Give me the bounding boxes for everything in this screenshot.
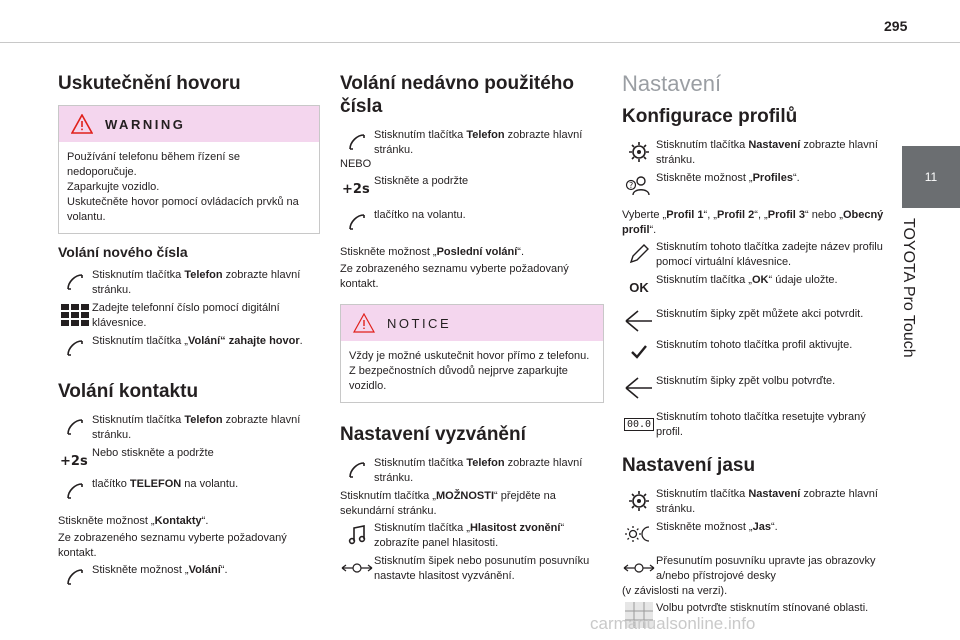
heading-new-number: Volání nového čísla (58, 244, 188, 260)
section-title-call: Uskutečnění hovoru (58, 73, 241, 94)
warning-line: Používání telefonu během řízení se nedoporučuje. (67, 151, 241, 178)
chapter-tab[interactable]: 11 (902, 146, 960, 208)
step-row (622, 374, 884, 402)
step-row (58, 563, 320, 591)
svg-text:?: ? (629, 181, 634, 190)
step-text: Stisknutím tohoto tlačítka profil aktivujte. (656, 339, 853, 351)
step-text: tlačítko na volantu. (374, 209, 466, 221)
section-title-profiles: Konfigurace profilů (622, 106, 798, 127)
paragraph-text: “. (517, 246, 525, 258)
warning-label: WARNING (105, 116, 186, 132)
step-text: Stiskněte možnost „ (656, 172, 753, 184)
step-text: Zadejte telefonní číslo pomocí digitální klávesnice. (92, 302, 280, 329)
step-text-bold: Nastavení (748, 139, 801, 151)
step-row (622, 410, 884, 440)
paragraph-text: “, „ (703, 209, 717, 221)
warning-line: Zaparkujte vozidlo. (67, 181, 160, 193)
step-row (58, 334, 320, 362)
warning-line: Uskutečněte hovor pomocí ovládacích prvků na volantu. (67, 196, 299, 223)
call-icon[interactable] (65, 567, 85, 587)
step-text: Stisknutím šipek nebo posunutím posuvníku nastavte hlasitost vyzvánění. (374, 555, 590, 582)
step-text: tlačítko (92, 478, 130, 490)
paragraph-text: “. (201, 515, 209, 527)
paragraph-text: (v závislosti na verzi). (622, 585, 728, 597)
step-text-bold: Nastavení (748, 488, 801, 500)
paragraph-text-bold: Profil 1 (666, 209, 704, 221)
step-row (340, 554, 604, 584)
step-row (622, 307, 884, 335)
step-row (58, 301, 320, 331)
step-text: Stisknutím šipky zpět volbu potvrďte. (656, 375, 836, 387)
page-number: 295 (884, 18, 908, 34)
step-text-bold: Telefon (184, 269, 223, 281)
phone-handset-icon[interactable] (347, 460, 367, 480)
step-text: zobrazte hlavní stránku. (656, 488, 878, 515)
keypad-icon[interactable] (61, 304, 89, 326)
step-text: Nebo stiskněte a podržte (92, 447, 214, 459)
step-text: Stisknutím tlačítka (374, 457, 467, 469)
step-text: Stiskněte možnost „ (656, 521, 753, 533)
paragraph-text-bold: Obecný profil (622, 209, 884, 236)
nebo-text: NEBO (340, 158, 372, 170)
step-text: “ zobrazíte panel hlasitosti. (374, 522, 565, 549)
step-text: Stiskněte a podržte (374, 175, 469, 187)
column-recent (340, 58, 604, 587)
notice-box (340, 304, 604, 403)
chapter-title-text: TOYOTA Pro Touch (900, 218, 917, 358)
step-row (622, 338, 884, 366)
step-row (622, 240, 884, 270)
gear-icon[interactable] (628, 490, 650, 512)
step-text: Stisknutím tlačítka „ (92, 335, 188, 347)
phone-handset-icon[interactable] (65, 417, 85, 437)
phone-handset-icon[interactable] (347, 212, 367, 232)
warning-icon (71, 114, 93, 134)
paragraph-text: Stiskněte možnost „ (58, 515, 155, 527)
step-text-bold: Hlasitost zvonění (469, 522, 561, 534)
slider-arrows-icon[interactable] (341, 559, 373, 577)
paragraph-text: Stiskněte možnost „ (340, 246, 437, 258)
chapter-title (900, 218, 934, 378)
hold-2s-icon[interactable] (342, 177, 372, 199)
step-row (622, 171, 884, 199)
paragraph-text: Vyberte „ (622, 209, 667, 221)
step-row (340, 208, 604, 236)
reset-icon[interactable]: 00.0 (624, 418, 654, 431)
step-text: zobrazte hlavní stránku. (374, 457, 583, 484)
paragraph-text: “, „ (754, 209, 768, 221)
step-row (622, 554, 884, 584)
step-text: Stisknutím tohoto tlačítka zadejte název profilu pomocí virtuální klávesnice. (656, 241, 883, 268)
hold-2s-icon[interactable] (60, 449, 90, 471)
profiles-icon[interactable] (625, 174, 653, 196)
watermark: carmanualsonline.info (590, 614, 756, 633)
section-settings: Nastavení (622, 71, 722, 96)
step-text: zobrazte hlavní stránku. (92, 414, 301, 441)
step-row (58, 446, 320, 474)
step-text: Stisknutím tlačítka (656, 139, 749, 151)
paragraph-text: Stisknutím tlačítka „ (340, 490, 436, 502)
paragraph-text: Ze zobrazeného seznamu vyberte požadovaný kontakt. (58, 532, 287, 559)
step-text-bold: Volání“ zahajte hovor (187, 335, 300, 347)
paragraph-text: “ přejděte na sekundární stránku. (340, 490, 556, 517)
step-row (58, 268, 320, 298)
paragraph-text: “ nebo „ (805, 209, 843, 221)
section-title-brightness: Nastavení jasu (622, 455, 756, 476)
music-note-icon[interactable] (345, 523, 369, 547)
step-text: “. (770, 521, 778, 533)
call-icon[interactable] (65, 338, 85, 358)
step-text: “ údaje uložte. (768, 274, 838, 286)
step-text: Stisknutím tlačítka „ (374, 522, 470, 534)
back-arrow-icon[interactable] (624, 375, 654, 401)
warning-box (58, 105, 320, 234)
step-row (340, 128, 604, 158)
step-text-bold: Telefon (184, 414, 223, 426)
step-text-bold: Volání (188, 564, 221, 576)
notice-label: NOTICE (387, 315, 452, 331)
paragraph-text-bold: Profil 2 (716, 209, 755, 221)
sun-moon-icon[interactable] (624, 523, 654, 545)
step-text-bold: Profiles (752, 172, 793, 184)
column-calling (58, 58, 320, 594)
paragraph-text-bold: Kontakty (154, 515, 202, 527)
step-text-bold: Telefon (466, 129, 505, 141)
step-text: Přesunutím posuvníku upravte jas obrazovky a/nebo přístrojové desky (656, 555, 876, 582)
step-text: zobrazte hlavní stránku. (374, 129, 583, 156)
checkmark-icon[interactable] (629, 343, 649, 361)
paragraph-text-bold: Profil 3 (767, 209, 806, 221)
step-row (58, 477, 320, 505)
step-row (622, 520, 884, 548)
step-text: “. (220, 564, 228, 576)
column-settings (622, 58, 884, 632)
section-title-recent: Volání nedávno použitého čísla (340, 73, 574, 117)
phone-handset-icon[interactable] (347, 132, 367, 152)
phone-handset-icon[interactable] (65, 481, 85, 501)
slider-arrows-icon[interactable] (623, 559, 655, 577)
phone-handset-icon[interactable] (65, 272, 85, 292)
step-row (622, 138, 884, 168)
step-text-bold: Jas (752, 521, 771, 533)
step-text: Stisknutím tohoto tlačítka resetujte vybraný profil. (656, 411, 866, 438)
step-text-bold: TELEFON (129, 478, 182, 490)
paragraph-text: “. (649, 224, 657, 236)
step-text-bold: OK (751, 274, 769, 286)
step-text: Stiskněte možnost „ (92, 564, 189, 576)
step-row (58, 413, 320, 443)
back-arrow-icon[interactable] (624, 308, 654, 334)
step-text: Volbu potvrďte stisknutím stínované oblasti. (656, 602, 869, 614)
step-text: Stisknutím tlačítka (374, 129, 467, 141)
svg-text:+2s: +2s (342, 182, 370, 197)
step-text: Stisknutím tlačítka (656, 488, 749, 500)
notice-text: Vždy je možné uskutečnit hovor přímo z telefonu. Z bezpečnostních důvodů nejprve zaparkujte vozidlo. (349, 350, 590, 392)
gear-icon[interactable] (628, 141, 650, 163)
paragraph-text-bold: MOŽNOSTI (435, 490, 495, 502)
step-text: Stisknutím tlačítka (92, 269, 185, 281)
notice-icon (353, 313, 375, 333)
step-text: “. (792, 172, 800, 184)
step-text: zobrazte hlavní stránku. (92, 269, 301, 296)
step-text-bold: Telefon (466, 457, 505, 469)
step-text: Stisknutím tlačítka (92, 414, 185, 426)
paragraph-text-bold: Poslední volání (436, 246, 518, 258)
section-title-ringtone: Nastavení vyzvánění (340, 424, 526, 445)
svg-text:+2s: +2s (60, 454, 88, 469)
step-row (622, 273, 884, 301)
step-text: . (299, 335, 303, 347)
ok-icon[interactable]: OK (629, 279, 649, 295)
step-text: na volantu. (181, 478, 239, 490)
step-row (340, 456, 604, 486)
step-row (340, 521, 604, 551)
section-title-contact: Volání kontaktu (58, 381, 199, 402)
step-text: Stisknutím tlačítka „ (656, 274, 752, 286)
step-text: Stisknutím šipky zpět můžete akci potvrdit. (656, 308, 864, 320)
paragraph-text: Ze zobrazeného seznamu vyberte požadovaný kontakt. (340, 263, 569, 290)
step-row (340, 174, 604, 202)
top-divider (0, 42, 960, 43)
step-text: zobrazte hlavní stránku. (656, 139, 878, 166)
step-row (622, 487, 884, 517)
pencil-icon[interactable] (628, 243, 650, 265)
